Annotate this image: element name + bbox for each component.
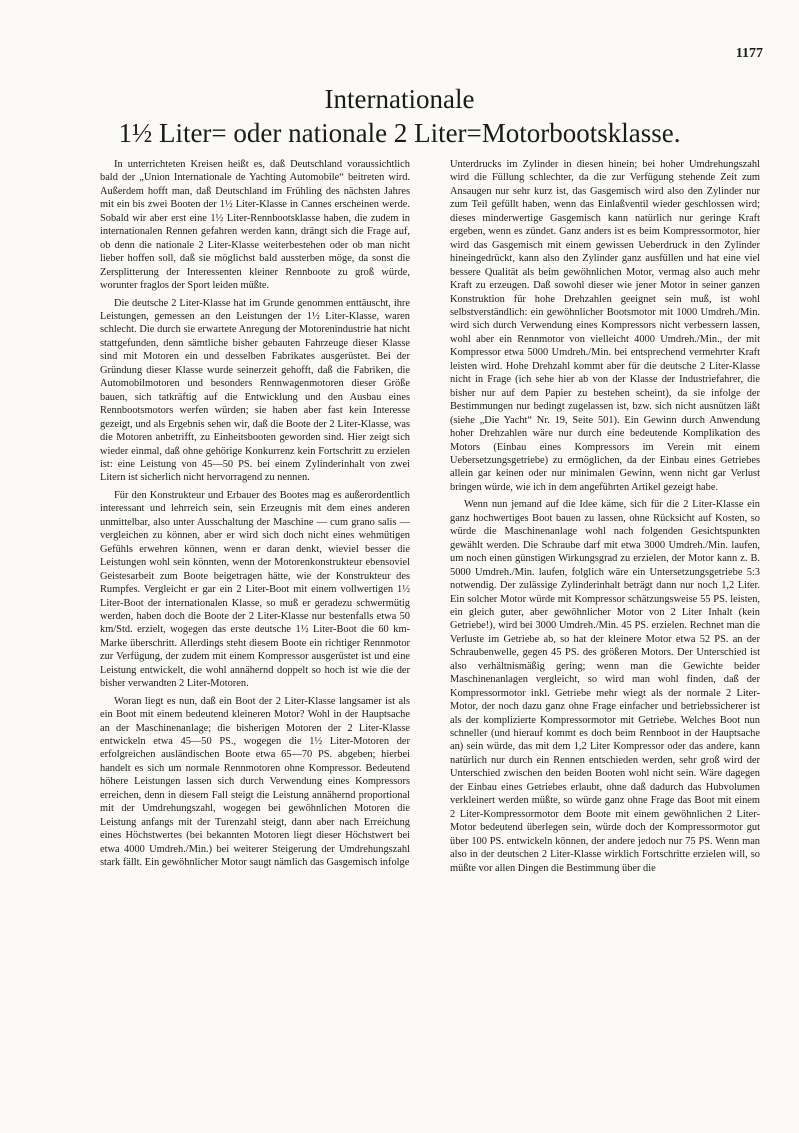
paragraph: Für den Konstrukteur und Erbauer des Bootes mag es außerordentlich interessant und lehrreich sein, sein Erzeugnis mit dem eines anderen unmittelbar, also unter Ausschaltung der Maschine — cum grano salis — vergleichen zu können, aber er wird sich doch nicht eines wehmütigen Gefühls erwehren können, wenn er daran denkt, wieviel besser die Leistungen wohl sein könnten, wenn der Motorenkonstrukteur ebensoviel Geistesarbeit zum Boote beigetragen hätte, wie der Konstrukteur des Rumpfes. Vergleicht er gar ein 2 Liter-Boot mit einem vollwertigen 1½ Liter-Boot der internationalen Klasse, so muß er geradezu schwermütig werden, haben doch die Boote der 2 Liter-Klasse nur bestenfalls etwa 50 km/Std. erzielt, wogegen das erste deutsche 1½ Liter-Boot die 60 km-Marke überschritt. Allerdings steht diesem Boote ein richtiger Rennmotor zur Verfügung, der zudem mit einem Kompressor ausgerüstet ist und eine Leistung entwickelt, die wohl annähernd doppelt so hoch ist wie die der bisher verwandten 2 Liter-Motoren.	[100, 489, 410, 690]
paragraph: In unterrichteten Kreisen heißt es, daß Deutschland voraussichtlich bald der „Union Internationale de Yachting Automobile“ beitreten wird. Außerdem hofft man, daß Deutschland im Frühling des nächsten Jahres mit ein bis zwei Booten der 1½ Liter-Klasse in Cannes erscheinen werde. Sobald wir aber erst eine 1½ Liter-Rennbootsklasse haben, die zudem in internationalen Rennen gefahren werden kann, drängt sich die Frage auf, ob denn die nationale 2 Liter-Klasse weiterbestehen oder ob man nicht lieber hoffen soll, daß sie möglichst bald aussterben möge, da sonst die Zersplitterung der Interessenten kleiner Rennboote zu groß würde, worunter fraglos der Sport leiden müßte.	[100, 159, 410, 292]
article-title	[0, 82, 799, 150]
paragraph: Woran liegt es nun, daß ein Boot der 2 Liter-Klasse langsamer ist als ein Boot mit einem bedeutend kleineren Motor? Wohl in der Hauptsache an der Maschinenanlage; die bisherigen Motoren der 2 Liter-Klasse entwickeln etwa 45—50 PS., wogegen die 1½ Liter-Motoren der erfolgreichen ausländischen Boote etwa 65—70 PS. abgeben; hierbei handelt es sich um normale Rennmotoren ohne Kompressor. Bedeutend höhere Leistungen lassen sich durch Verwendung eines Kompressors erreichen, denn in diesem Fall steigt die Leistung annähernd proportional mit der Umdrehungszahl, wogegen bei gewöhnlichen Motoren die Leistung anfangs mit der Turenzahl steigt, dann aber nach Erreichung eines Höchstwertes (bei bekannten Motoren liegt dieser Höchstwert bei etwa 4000 Umdreh./Min.) bei weiterer Steigerung der Umdrehungszahl stark fällt. Ein gewöhnlicher Motor saugt nämlich das Gasgemisch infolge	[100, 695, 410, 869]
paragraph: Wenn nun jemand auf die Idee käme, sich für die 2 Liter-Klasse ein ganz hochwertiges Boot bauen zu lassen, ohne Rücksicht auf Kosten, so würde die Maschinenanlage wohl nach folgenden Gesichtspunkten gewählt werden. Die Schraube darf mit etwa 3000 Umdreh./Min. laufen, um noch einen günstigen Wirkungsgrad zu erzielen, der Motor kann z. B. 5000 Umdreh./Min. laufen, folglich wäre ein Untersetzungsgetriebe 5:3 notwendig. Der zulässige Zylinderinhalt beträgt dann nur noch 1,2 Liter. Ein solcher Motor würde mit Kompressor schätzungsweise 55 PS. leisten, ein gleich guter, aber gewöhnlicher Motor von 2 Liter Inhalt (kein Getriebe!), wird bei 3000 Umdreh./Min. 45 PS. erzielen. Rechnet man die Verluste im Getriebe ab, so hat der kleinere Motor etwa 52 PS. an der Schraubenwelle, gegen 45 PS. des größeren Motors. Der Unterschied ist also verhältnismäßig gering; wenn man die Gewichte beider Maschinenanlagen vergleicht, so wird man wohl finden, daß der Kompressormotor inkl. Getriebe mehr wiegt als der normale 2 Liter-Motor, der noch dazu ganz ohne Frage einfacher und betriebssicherer ist als der komplizierte Kompressormotor mit Getriebe. Welches Boot nun schneller (und hierauf kommt es doch beim Rennboot in der Hauptsache an) sein würde, das mit dem 1,2 Liter Kompressor oder das andere, kann natürlich nur durch ein Rennen entschieden werden, sehr groß wird der Unterschied zwischen den beiden Booten wohl nicht sein. Wäre dagegen der Einbau eines Getriebes erlaubt, ohne daß dadurch das Hubvolumen verkleinert werden müßte, so würde ganz ohne Frage das Boot mit einem 2 Liter-Kompressormotor dem Boote mit einem gewöhnlichen 2 Liter-Motor bedeutend überlegen sein, würde doch der Kompressormotor gut über 100 PS. entwickeln können, der andere jedoch nur 75 PS. Wenn man also in der deutschen 2 Liter-Klasse wirklich Fortschritte erzielen will, so müßte vor allen Dingen die Bestimmung über die	[450, 499, 760, 874]
paragraph: Die deutsche 2 Liter-Klasse hat im Grunde genommen enttäuscht, ihre Leistungen, gemessen an den Leistungen der 1½ Liter-Klasse, waren schlecht. Die durch sie erwartete Anregung der Motorenindustrie hat nicht stattgefunden, denn sämtliche bisher gebauten Fahrzeuge dieser Klasse sind mit Motoren ein und desselben Fabrikates ausgerüstet. Bei der Gründung dieser Klasse wurde seinerzeit gehofft, daß die Fabriken, die Automobilmotoren und besonders Rennwagenmotoren dieser Größe bauen, sich tatkräftig auf die Entwicklung und den Ausbau eines Rennbootsmotors werfen würden; sie haben aber fast kein Interesse gezeigt, und als Ergebnis sehen wir, daß die Boote der 2 Liter-Klasse, was die Motoren anbetrifft, zu Einheitsbooten geworden sind. Hier zeigt sich wieder einmal, daß ohne gehörige Konkurrenz kein Fortschritt zu erzielen ist: eine Leistung von 45—50 PS. bei einem Zylinderinhalt von zwei Litern ist sicherlich nicht hervorragend zu nennen.	[100, 297, 410, 484]
page-number: 1177	[735, 46, 763, 61]
title-line-1: Internationale	[324, 84, 475, 114]
left-column	[100, 158, 410, 879]
paragraph: Unterdrucks im Zylinder in diesen hinein; bei hoher Umdrehungszahl wird die Füllung schlechter, da die zur Verfügung stehende Zeit zum Ansaugen nur sehr kurz ist, das Gasgemisch wird also den Zylinder nur zum Teil gefüllt haben, wenn das Einlaßventil wieder geschlossen wird; dieses minderwertige Gasgemisch kann natürlich nur geringe Kraft ergeben, wenn es zündet. Ganz anders ist es beim Kompressormotor, hier wird das Gasgemisch mit einem gewissen Ueberdruck in den Zylinder hineingedrückt, kann also den Zylinder ganz ausfüllen und hat eine viel bessere Qualität als beim gewöhnlichen Motor, vermag also auch mehr Kraft zu erzeugen. Daß sowohl dieser wie jener Motor in seiner ganzen Konstruktion für hohe Drehzahlen geeignet sein muß, ist wohl selbstverständlich: ein gewöhnlicher Bootsmotor mit 1000 Umdreh./Min. wird sich durch Verwendung eines Kompressors nicht verbessern lassen, wohl aber ein Rennmotor von vielleicht 4000 Umdreh./Min., der mit Kompressor etwa 5000 Umdreh./Min. bei entsprechend vermehrter Kraft leisten wird. Hohe Drehzahl kommt aber für die deutsche 2 Liter-Klasse nicht in Frage (ich sehe hier ab von der Klasse der Industriefahrer, die bisher nur auf dem Papier zu bestehen scheint), da sie infolge der Bestimmungen nur bedingt zugelassen ist, bzw. sich nicht ausnützen läßt (siehe „Die Yacht“ Nr. 19, Seite 501). Ein Gewinn durch Anwendung hoher Drehzahlen wäre nur durch eine bedeutende Komplikation des Motors (Einbau eines Kompressors im Verein mit einem Uebersetzungsgetriebe) zu ermöglichen, da der Einbau eines Getriebes allein gar keinen oder nur minimalen Gewinn, wenn nicht gar Verlust bringen würde, wie ich in dem angeführten Artikel gezeigt habe.	[450, 159, 760, 493]
right-column	[450, 158, 760, 879]
article-body	[100, 158, 760, 879]
title-line-2: 1½ Liter= oder nationale 2 Liter=Motorbootsklasse.	[118, 118, 681, 148]
